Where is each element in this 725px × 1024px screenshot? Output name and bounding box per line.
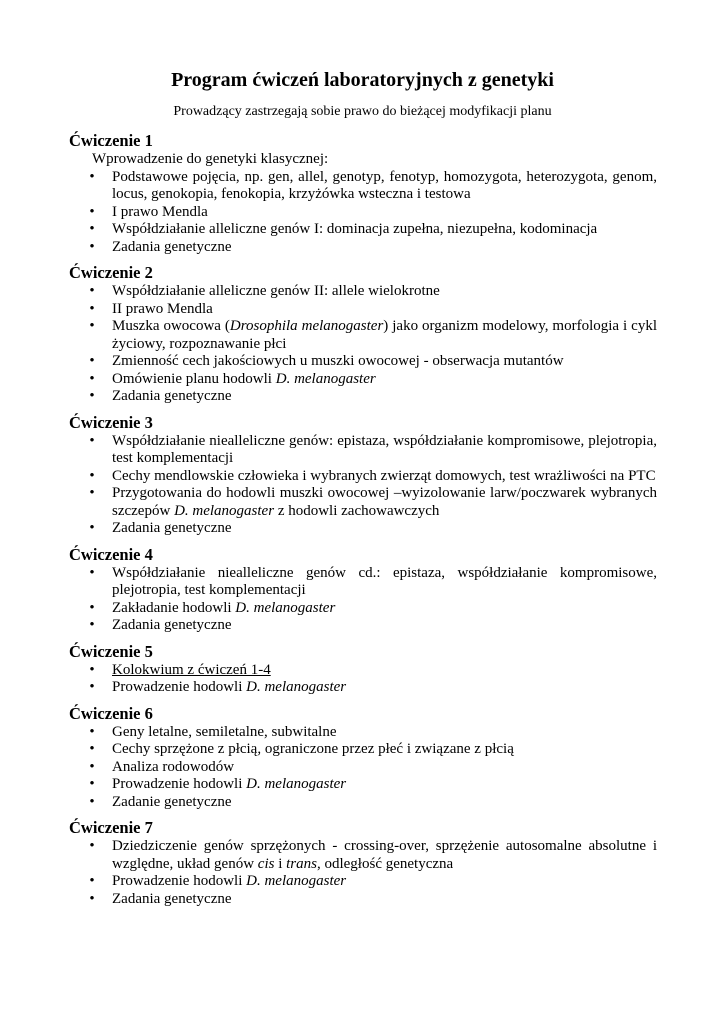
bullet-icon: • (89, 432, 95, 449)
bullet-icon: • (89, 300, 95, 317)
bullet-icon: • (89, 318, 95, 334)
section-3 (69, 412, 657, 538)
item-text: ) jako organizm modelowy, morfologia i cykl życiowy, rozpoznawanie płci (112, 318, 657, 352)
section-heading: Ćwiczenie 2 (69, 263, 153, 282)
list-item (69, 301, 657, 319)
section-heading: Ćwiczenie 7 (69, 818, 153, 837)
bullet-list (69, 565, 657, 635)
section-6 (69, 703, 657, 812)
list-item (69, 318, 657, 353)
bullet-icon: • (89, 203, 95, 220)
bullet-icon: • (89, 520, 95, 536)
item-text: z hodowli zachowawczych (274, 502, 440, 519)
bullet-icon: • (89, 679, 95, 695)
list-item (69, 468, 657, 486)
item-text: i (274, 855, 287, 872)
item-text: Zadania genetyczne (112, 520, 232, 536)
section-intro: Wprowadzenie do genetyki klasycznej: (92, 151, 329, 167)
item-text: Zadania genetyczne (112, 238, 232, 255)
bullet-icon: • (89, 353, 95, 369)
bullet-list (69, 169, 657, 257)
bullet-icon: • (89, 168, 95, 185)
item-text: Zadanie genetyczne (112, 793, 232, 810)
bullet-icon: • (89, 758, 95, 775)
item-text: D. melanogaster (246, 873, 347, 889)
list-item (69, 891, 657, 909)
list-item (69, 283, 657, 301)
page-title: Program ćwiczeń laboratoryjnych z genetyki (171, 69, 554, 91)
bullet-icon: • (89, 599, 95, 616)
section-heading: Ćwiczenie 5 (69, 641, 153, 661)
section-7 (69, 817, 657, 908)
section-2 (69, 262, 657, 406)
bullet-list (69, 724, 657, 812)
list-item (69, 600, 657, 618)
item-text: Zadania genetyczne (112, 890, 232, 907)
bullet-icon: • (89, 564, 95, 581)
list-item (69, 794, 657, 812)
item-text: Podstawowe pojęcia, np. gen, allel, genotyp, fenotyp, homozygota, heterozygota, genom, locus, genokopia, fenokopia, krzyżówka wsteczna i testowa (112, 168, 657, 202)
item-text: II prawo Mendla (112, 300, 213, 317)
bullet-icon: • (89, 776, 95, 792)
item-text: I prawo Mendla (112, 203, 208, 220)
list-item (69, 221, 657, 239)
bullet-icon: • (89, 467, 95, 484)
item-text: D. melanogaster (246, 679, 347, 695)
list-item (69, 388, 657, 406)
list-item (69, 485, 657, 520)
list-item (69, 873, 657, 891)
list-item (69, 838, 657, 873)
list-item (69, 371, 657, 389)
section-heading: Ćwiczenie 3 (69, 412, 153, 432)
item-text: D. melanogaster (235, 599, 336, 616)
bullet-list (69, 433, 657, 538)
bullet-icon: • (89, 723, 95, 740)
bullet-icon: • (89, 873, 95, 889)
item-text: trans (286, 855, 317, 872)
list-item (69, 433, 657, 468)
list-item (69, 353, 657, 371)
item-text: Cechy sprzężone z płcią, ograniczone przez płeć i związane z płcią (112, 741, 514, 757)
bullet-icon: • (89, 283, 95, 299)
item-text: D. melanogaster (246, 776, 347, 792)
item-text: Kolokwium z ćwiczeń 1-4 (112, 661, 271, 678)
bullet-list (69, 283, 657, 406)
bullet-icon: • (89, 485, 95, 501)
item-text: Prowadzenie hodowli (112, 679, 247, 695)
bullet-icon: • (89, 388, 95, 404)
item-text: Prowadzenie hodowli (112, 873, 247, 889)
item-text: Cechy mendlowskie człowieka i wybranych zwierząt domowych, test wrażliwości na PTC (112, 467, 656, 484)
bullet-icon: • (89, 890, 95, 907)
item-text: Omówienie planu hodowli (112, 370, 276, 387)
bullet-list (69, 662, 657, 697)
item-text: Zakładanie hodowli (112, 599, 236, 616)
item-text: Drosophila melanogaster (229, 318, 384, 334)
list-item (69, 662, 657, 680)
section-5 (69, 641, 657, 697)
item-text: , odległość genetyczna (316, 855, 454, 872)
item-text: Dziedziczenie genów sprzężonych - crossing-over, sprzężenie autosomalne absolutne i względne, układ genów (112, 838, 657, 872)
item-text: Muszka owocowa ( (112, 318, 230, 334)
list-item (69, 741, 657, 759)
item-text: D. melanogaster (275, 370, 376, 387)
list-item (69, 724, 657, 742)
section-heading: Ćwiczenie 1 (69, 131, 153, 150)
item-text: Współdziałanie niealleliczne genów cd.: epistaza, współdziałanie kompromisowe, plejotropia, test komplementacji (112, 564, 657, 598)
item-text: Prowadzenie hodowli (112, 776, 247, 792)
bullet-icon: • (89, 370, 95, 387)
bullet-icon: • (89, 617, 95, 633)
item-text: D. melanogaster (174, 502, 275, 519)
list-item (69, 169, 657, 204)
item-text: Geny letalne, semiletalne, subwitalne (112, 723, 337, 740)
item-text: cis (257, 855, 275, 872)
item-text: Zmienność cech jakościowych u muszki owocowej - obserwacja mutantów (112, 353, 564, 369)
list-item (69, 565, 657, 600)
item-text: Analiza rodowodów (112, 758, 235, 775)
bullet-icon: • (89, 741, 95, 757)
item-text: Współdziałanie alleliczne genów II: allele wielokrotne (112, 283, 440, 299)
item-text: Współdziałanie alleliczne genów I: dominacja zupełna, niezupełna, kodominacja (112, 221, 598, 237)
item-text: Współdziałanie niealleliczne genów: epistaza, współdziałanie kompromisowe, plejotropia, test komplementacji (112, 432, 657, 466)
list-item (69, 759, 657, 777)
bullet-icon: • (89, 238, 95, 255)
item-text: Zadania genetyczne (112, 617, 232, 633)
page-subtitle: Prowadzący zastrzegają sobie prawo do bieżącej modyfikacji planu (173, 104, 552, 119)
section-4 (69, 544, 657, 635)
item-text: Przygotowania do hodowli muszki owocowej –wyizolowanie larw/poczwarek wybranych szczepów (112, 485, 657, 519)
bullet-icon: • (89, 838, 95, 854)
bullet-list (69, 838, 657, 908)
list-item (69, 679, 657, 697)
section-heading: Ćwiczenie 4 (69, 544, 153, 564)
bullet-icon: • (89, 793, 95, 810)
list-item (69, 776, 657, 794)
sections-container (69, 130, 657, 914)
list-item (69, 617, 657, 635)
bullet-icon: • (89, 661, 95, 678)
section-1 (69, 130, 657, 256)
item-text: Zadania genetyczne (112, 388, 232, 404)
list-item (69, 204, 657, 222)
list-item (69, 520, 657, 538)
list-item (69, 239, 657, 257)
bullet-icon: • (89, 221, 95, 237)
section-heading: Ćwiczenie 6 (69, 703, 153, 723)
